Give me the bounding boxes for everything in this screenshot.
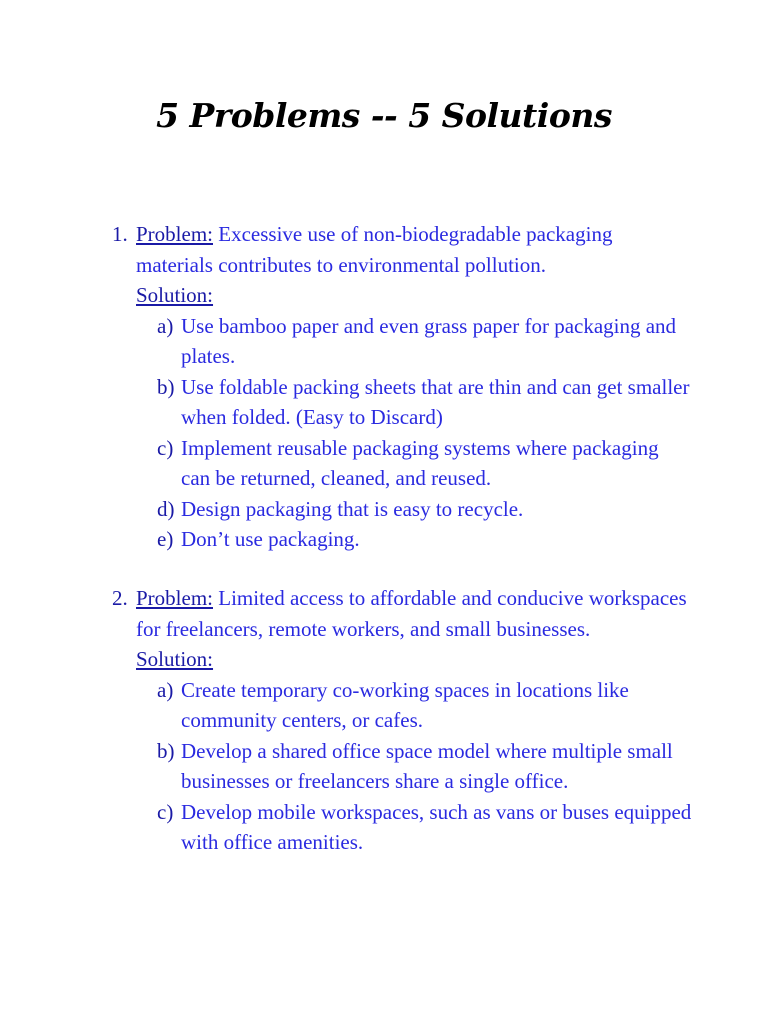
solution-letter: e) — [157, 527, 174, 551]
page-title: 5 Problems -- 5 Solutions — [156, 96, 612, 135]
solution-item — [157, 797, 692, 858]
solution-label: Solution: — [136, 283, 214, 307]
solution-label: Solution: — [136, 647, 214, 671]
solution-letter: a) — [157, 677, 174, 702]
solution-text: Don’t use packaging. — [181, 527, 360, 551]
problem-number: 1. — [112, 222, 128, 246]
solution-item — [157, 675, 692, 736]
solution-list — [112, 675, 692, 858]
solution-list — [112, 311, 692, 555]
problem-statement — [136, 219, 692, 280]
problem-item-2 — [112, 583, 692, 858]
solution-item — [157, 494, 692, 525]
solution-letter: c) — [157, 435, 174, 460]
problem-label: Problem: — [136, 222, 213, 246]
problem-label: Problem: — [136, 586, 213, 610]
solution-text: Develop a shared office space model where multiple small businesses or freelancers share a single office. — [181, 738, 673, 793]
solution-text: Use bamboo paper and even grass paper for packaging and plates. — [181, 313, 677, 368]
solution-item — [157, 524, 692, 555]
solution-item — [157, 736, 692, 797]
problem-number: 2. — [112, 586, 128, 610]
solution-text: Design packaging that is easy to recycle. — [181, 496, 524, 521]
solution-letter: a) — [157, 313, 174, 338]
problem-item-1 — [112, 219, 692, 555]
solution-text: Implement reusable packaging systems where packaging can be returned, cleaned, and reused. — [181, 435, 659, 490]
solution-letter: c) — [157, 799, 174, 824]
problem-statement — [136, 583, 692, 644]
solution-item — [157, 433, 692, 494]
solution-letter: b) — [157, 738, 175, 763]
problem-text: Limited access to affordable and conducive workspaces for freelancers, remote workers, and small businesses. — [136, 586, 687, 641]
solution-item — [157, 311, 692, 372]
solution-letter: b) — [157, 374, 175, 399]
solution-item — [157, 372, 692, 433]
solution-letter: d) — [157, 496, 175, 521]
solution-text: Create temporary co-working spaces in locations like community centers, or cafes. — [181, 677, 629, 732]
solution-text: Develop mobile workspaces, such as vans or buses equipped with office amenities. — [181, 799, 692, 854]
solution-text: Use foldable packing sheets that are thin and can get smaller when folded. (Easy to Discard) — [181, 374, 690, 429]
problem-text: Excessive use of non-biodegradable packaging materials contributes to environmental pollution. — [136, 222, 613, 277]
